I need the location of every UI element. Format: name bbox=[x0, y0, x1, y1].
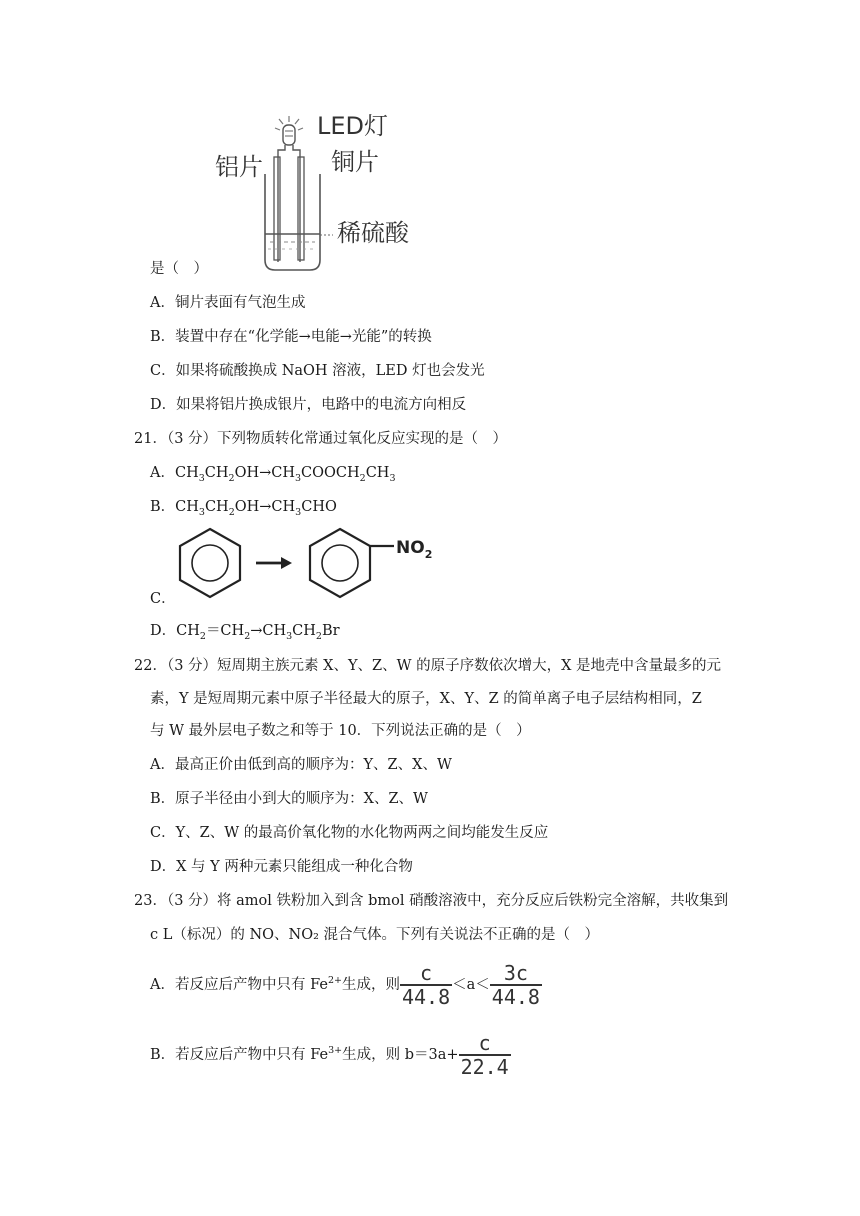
option-a-text: A．若反应后产物中只有 Fe bbox=[150, 977, 328, 993]
q21-option-a: A．$CH_3CH_2OH\to CH_3COOCH_2CH_3$ bbox=[150, 465, 396, 484]
q21-stem: 21．（3 分）下列物质转化常通过氧化反应实现的是（ ） bbox=[134, 431, 508, 447]
led-bulb-icon bbox=[283, 125, 295, 145]
nitro-group-label: $NO_2$ bbox=[396, 538, 433, 561]
benzene-ring-icon bbox=[180, 529, 240, 597]
q20-stem-tail: 是（ ） bbox=[150, 261, 208, 277]
beaker bbox=[265, 174, 320, 270]
q20-option-b: B．装置中存在“化学能→电能→光能”的转换 bbox=[150, 329, 432, 345]
q23-option-a bbox=[150, 962, 542, 1008]
copper-electrode bbox=[298, 157, 304, 260]
option-b-text: B．若反应后产物中只有 Fe bbox=[150, 1047, 329, 1063]
charge-superscript: 3+ bbox=[328, 1045, 343, 1057]
benzene-nitration-figure bbox=[170, 523, 440, 601]
q20-option-d: D．如果将铝片换成银片，电路中的电流方向相反 bbox=[150, 397, 467, 413]
option-label: A． bbox=[150, 465, 175, 481]
q22-option-a: A．最高正价由低到高的顺序为：Y、Z、X、W bbox=[150, 757, 452, 773]
option-a-mid: 生成，则 bbox=[341, 977, 400, 993]
arrow-icon bbox=[256, 557, 292, 569]
sulfuric-acid-label: 稀硫酸 bbox=[337, 219, 409, 247]
q21-option-b: B．$CH_3CH_2OH\to CH_3CHO$ bbox=[150, 499, 337, 518]
inequality-text: ＜a＜ bbox=[452, 977, 490, 993]
charge-superscript: 2+ bbox=[327, 975, 342, 987]
q22-option-b: B．原子半径由小到大的顺序为：X、Z、W bbox=[150, 791, 428, 807]
aluminum-label: 铝片 bbox=[215, 153, 263, 181]
nitrobenzene-ring-icon bbox=[310, 529, 394, 597]
q23-stem-line-1: 23．（3 分）将 amol 铁粉加入到含 bmol 硝酸溶液中，充分反应后铁粉完全溶解，共收集到 bbox=[134, 893, 729, 909]
q22-option-d: D．X 与 Y 两种元素只能组成一种化合物 bbox=[150, 859, 413, 875]
aluminum-electrode bbox=[274, 157, 280, 260]
q22-option-c: C．Y、Z、W 的最高价氧化物的水化物两两之间均能发生反应 bbox=[150, 825, 549, 841]
battery-led-figure bbox=[205, 112, 440, 277]
option-b-mid: 生成，则 b＝3a+ bbox=[342, 1047, 459, 1063]
q22-stem-line-2: 素，Y 是短周期元素中原子半径最大的原子，X、Y、Z 的简单离子电子层结构相同，Z bbox=[150, 691, 702, 707]
q21-option-d: D．$CH_2=CH_2\to CH_3CH_2Br$ bbox=[150, 623, 340, 642]
q20-option-c: C．如果将硫酸换成 NaOH 溶液，LED 灯也会发光 bbox=[150, 363, 485, 379]
q22-stem-line-3: 与 W 最外层电子数之和等于 10．下列说法正确的是（ ） bbox=[150, 723, 531, 739]
option-label: B． bbox=[150, 499, 176, 515]
fraction-c-over-22-4: $\frac{c}{22.4}$ bbox=[460, 1031, 509, 1079]
option-label: D． bbox=[150, 623, 177, 639]
q23-option-b bbox=[150, 1032, 511, 1078]
led-glow-icon bbox=[275, 116, 303, 130]
wire bbox=[278, 145, 285, 262]
q20-option-a: A．铜片表面有气泡生成 bbox=[150, 295, 306, 311]
fraction-c-over-44-8: $\frac{c}{44.8}$ bbox=[401, 961, 451, 1009]
q23-stem-line-2: c L（标况）的 NO、NO₂ 混合气体。下列有关说法不正确的是（ ） bbox=[150, 927, 600, 943]
fraction-3c-over-44-8: $\frac{3c}{44.8}$ bbox=[491, 961, 540, 1009]
wire bbox=[293, 145, 300, 262]
copper-label: 铜片 bbox=[331, 148, 379, 176]
q21-option-c: C． bbox=[150, 591, 176, 607]
q22-stem-line-1: 22．（3 分）短周期主族元素 X、Y、Z、W 的原子序数依次增大，X 是地壳中含量最多的元 bbox=[134, 658, 722, 674]
led-label: LED灯 bbox=[317, 112, 389, 140]
